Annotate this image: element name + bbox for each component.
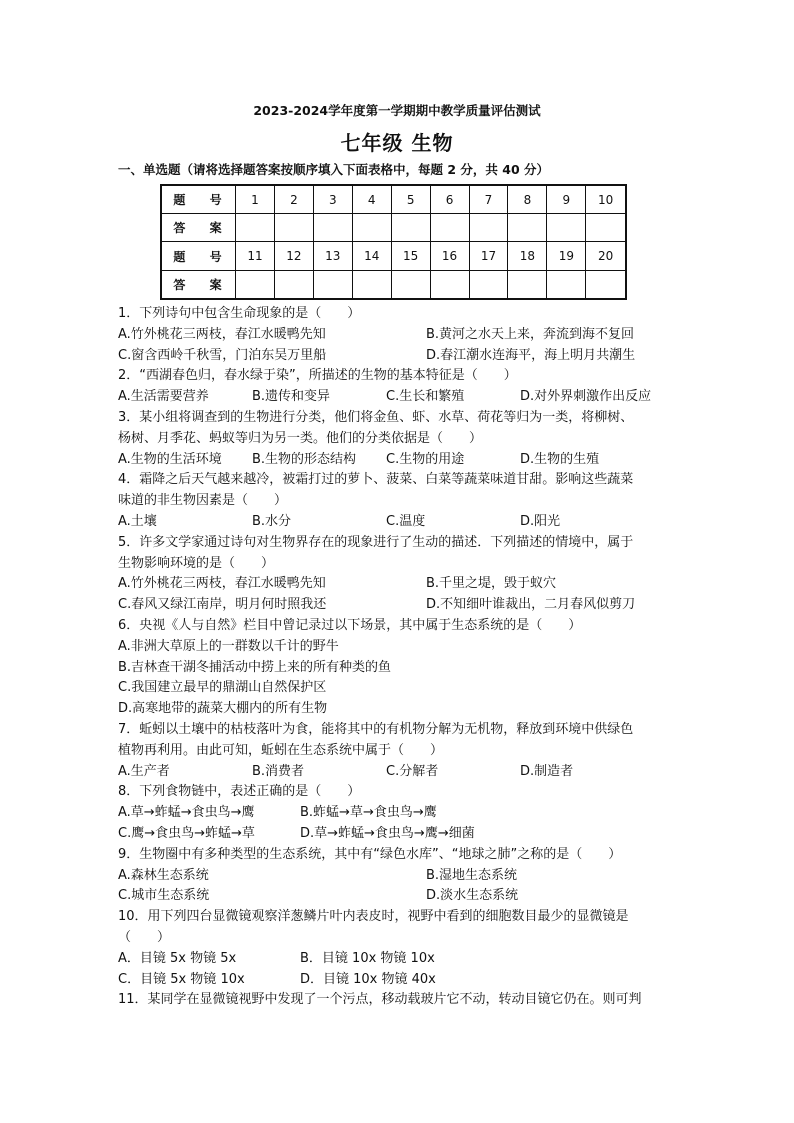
- answer-cell[interactable]: [352, 214, 391, 242]
- answer-cell[interactable]: [274, 270, 313, 299]
- answer-option: D.春江潮水连海平，海上明月共潮生: [426, 347, 636, 363]
- option-row: [118, 512, 684, 533]
- answer-option: B.黄河之水天上来，奔流到海不复回: [426, 326, 635, 342]
- answer-cell[interactable]: [586, 270, 626, 299]
- question-number-cell: 11: [236, 242, 275, 270]
- answer-option: B.千里之堤，毁于蚁穴: [426, 576, 557, 592]
- answer-option: C.窗含西岭千秋雪，门泊东吴万里船: [118, 347, 327, 363]
- answer-option: A.非洲大草原上的一群数以千计的野牛: [118, 638, 339, 654]
- answer-option: D.制造者: [520, 763, 574, 779]
- question-item: [118, 533, 684, 616]
- question-item: [118, 990, 684, 1011]
- row-label-answer: 答 案: [161, 214, 236, 242]
- question-number-cell: 14: [352, 242, 391, 270]
- question-number-cell: 20: [586, 242, 626, 270]
- answer-option: A.草→蚱蜢→食虫鸟→鹰: [118, 805, 255, 821]
- answer-option: C.分解者: [386, 763, 439, 779]
- question-stem-line: 6．央视《人与自然》栏目中曾记录过以下场景，其中属于生态系统的是（ ）: [118, 617, 582, 633]
- answer-table-number-row-1: [161, 185, 626, 214]
- question-stem-line: 10．用下列四台显微镜观察洋葱鳞片叶内表皮时，视野中看到的细胞数目最少的显微镜是: [118, 909, 629, 925]
- question-stem-line: 8．下列食物链中，表述正确的是（ ）: [118, 784, 361, 800]
- option-row: [118, 970, 684, 991]
- question-number-cell: 12: [274, 242, 313, 270]
- option-row: [118, 595, 684, 616]
- option-row: [118, 387, 684, 408]
- row-label-number: 题 号: [161, 242, 236, 270]
- answer-option: B.蚱蜢→草→食虫鸟→鹰: [300, 805, 437, 821]
- question-number-cell: 17: [469, 242, 508, 270]
- question-stem-line: 植物再利用。由此可知，蚯蚓在生态系统中属于（ ）: [118, 742, 444, 758]
- row-label-answer: 答 案: [161, 270, 236, 299]
- question-number-cell: 9: [547, 185, 586, 214]
- answer-option: C．目镜 5x 物镜 10x: [118, 971, 245, 987]
- answer-option: D.淡水生态系统: [426, 888, 519, 904]
- answer-option: B．目镜 10x 物镜 10x: [300, 950, 435, 966]
- question-number-cell: 16: [430, 242, 469, 270]
- question-stem-line: 7．蚯蚓以土壤中的枯枝落叶为食，能将其中的有机物分解为无机物，释放到环境中供绿色: [118, 721, 634, 737]
- answer-cell[interactable]: [352, 270, 391, 299]
- option-row: [118, 574, 684, 595]
- answer-cell[interactable]: [430, 214, 469, 242]
- option-row: [118, 886, 684, 907]
- answer-option: A.森林生态系统: [118, 867, 209, 883]
- question-item: [118, 616, 684, 720]
- answer-option: D.草→蚱蜢→食虫鸟→鹰→细菌: [300, 825, 475, 841]
- question-number-cell: 15: [391, 242, 430, 270]
- answer-cell[interactable]: [236, 214, 275, 242]
- section-heading: 一、单选题（请将选择题答案按顺序填入下面表格中，每题 2 分，共 40 分）: [118, 162, 550, 177]
- question-number-cell: 19: [547, 242, 586, 270]
- option-row: [118, 325, 684, 346]
- answer-cell[interactable]: [508, 214, 547, 242]
- option-row: [118, 699, 684, 720]
- answer-cell[interactable]: [508, 270, 547, 299]
- question-item: [118, 304, 684, 366]
- answer-cell[interactable]: [469, 214, 508, 242]
- option-row: [118, 450, 684, 471]
- option-row: [118, 949, 684, 970]
- answer-option: D.生物的生殖: [520, 451, 600, 467]
- subject-title: 七年级 生物: [340, 131, 454, 155]
- answer-option: B.吉林查干湖冬捕活动中捞上来的所有种类的鱼: [118, 659, 392, 675]
- answer-cell[interactable]: [547, 214, 586, 242]
- option-row: [118, 803, 684, 824]
- question-item: [118, 408, 684, 470]
- answer-option: A.生物的生活环境: [118, 451, 222, 467]
- answer-cell[interactable]: [274, 214, 313, 242]
- option-row: [118, 762, 684, 783]
- answer-option: A.生产者: [118, 763, 170, 779]
- answer-option: D.对外界刺激作出反应: [520, 389, 652, 405]
- answer-option: B.生物的形态结构: [252, 451, 357, 467]
- answer-option: B.消费者: [252, 763, 305, 779]
- question-number-cell: 6: [430, 185, 469, 214]
- question-stem-line: 1．下列诗句中包含生命现象的是（ ）: [118, 306, 361, 321]
- question-list: [118, 304, 684, 1011]
- question-item: [118, 845, 684, 907]
- question-item: [118, 366, 684, 408]
- question-stem-line: 味道的非生物因素是（ ）: [118, 493, 288, 509]
- answer-option: A.竹外桃花三两枝，春江水暖鸭先知: [118, 326, 326, 342]
- answer-option: A.土壤: [118, 513, 157, 529]
- question-stem-line: 4．霜降之后天气越来越冷，被霜打过的萝卜、菠菜、白菜等蔬菜味道甘甜。影响这些蔬菜: [118, 472, 634, 488]
- exam-title: 2023-2024学年度第一学期期中教学质量评估测试: [253, 103, 541, 118]
- question-number-cell: 13: [313, 242, 352, 270]
- question-number-cell: 1: [236, 185, 275, 214]
- answer-cell[interactable]: [313, 270, 352, 299]
- question-number-cell: 2: [274, 185, 313, 214]
- answer-option: A.竹外桃花三两枝，春江水暖鸭先知: [118, 576, 326, 592]
- answer-option: C.生长和繁殖: [386, 389, 465, 405]
- answer-option: B.水分: [252, 513, 292, 529]
- option-row: [118, 866, 684, 887]
- answer-option: C.生物的用途: [386, 451, 465, 467]
- answer-cell[interactable]: [236, 270, 275, 299]
- question-stem-line: 3．某小组将调查到的生物进行分类，他们将金鱼、虾、水草、荷花等归为一类，将柳树、: [118, 409, 634, 425]
- answer-cell[interactable]: [313, 214, 352, 242]
- question-stem-line: 5．许多文学家通过诗句对生物界存在的现象进行了生动的描述．下列描述的情境中，属于: [118, 534, 634, 550]
- option-row: [118, 678, 684, 699]
- option-row: [118, 658, 684, 679]
- question-item: [118, 470, 684, 532]
- answer-option: D.阳光: [520, 513, 561, 529]
- answer-option: C.我国建立最早的鼎湖山自然保护区: [118, 680, 327, 696]
- question-stem-line: （ ）: [118, 929, 171, 945]
- answer-option: C.鹰→食虫鸟→蚱蜢→草: [118, 825, 255, 841]
- answer-option: D.高寒地带的蔬菜大棚内的所有生物: [118, 701, 328, 717]
- answer-option: A.生活需要营养: [118, 389, 209, 405]
- question-number-cell: 4: [352, 185, 391, 214]
- answer-option: D.不知细叶谁裁出，二月春风似剪刀: [426, 597, 636, 613]
- question-stem-line: 9．生物圈中有多种类型的生态系统，其中有“绿色水库”、“地球之肺”之称的是（ ）: [118, 846, 622, 862]
- question-number-cell: 7: [469, 185, 508, 214]
- question-stem-line: 11．某同学在显微镜视野中发现了一个污点，移动载玻片它不动，转动目镜它仍在。则可判: [118, 992, 642, 1008]
- answer-option: C.温度: [386, 513, 426, 529]
- question-stem-line: 2．“西湖春色归，春水绿于染”，所描述的生物的基本特征是（ ）: [118, 368, 517, 384]
- question-number-cell: 3: [313, 185, 352, 214]
- question-stem-line: 生物影响环境的是（ ）: [118, 555, 275, 571]
- answer-cell[interactable]: [586, 214, 626, 242]
- answer-cell[interactable]: [547, 270, 586, 299]
- question-number-cell: 18: [508, 242, 547, 270]
- option-row: [118, 824, 684, 845]
- question-stem-line: 杨树、月季花、蚂蚁等归为另一类。他们的分类依据是（ ）: [118, 430, 483, 446]
- answer-table: [160, 184, 627, 300]
- question-item: [118, 720, 684, 782]
- answer-cell[interactable]: [469, 270, 508, 299]
- question-item: [118, 907, 684, 990]
- option-row: [118, 346, 684, 367]
- answer-option: C.春风又绿江南岸，明月何时照我还: [118, 597, 327, 613]
- row-label-number: 题 号: [161, 185, 236, 214]
- answer-table-answer-row-1: [161, 214, 626, 242]
- answer-cell[interactable]: [391, 214, 430, 242]
- answer-option: B.遗传和变异: [252, 389, 331, 405]
- question-number-cell: 10: [586, 185, 626, 214]
- question-number-cell: 8: [508, 185, 547, 214]
- answer-cell[interactable]: [430, 270, 469, 299]
- answer-table-answer-row-2: [161, 270, 626, 299]
- option-row: [118, 637, 684, 658]
- answer-option: D．目镜 10x 物镜 40x: [300, 971, 436, 987]
- answer-option: A．目镜 5x 物镜 5x: [118, 950, 237, 966]
- question-number-cell: 5: [391, 185, 430, 214]
- question-item: [118, 782, 684, 844]
- answer-option: C.城市生态系统: [118, 888, 210, 904]
- answer-table-number-row-2: [161, 242, 626, 270]
- answer-option: B.湿地生态系统: [426, 867, 518, 883]
- answer-cell[interactable]: [391, 270, 430, 299]
